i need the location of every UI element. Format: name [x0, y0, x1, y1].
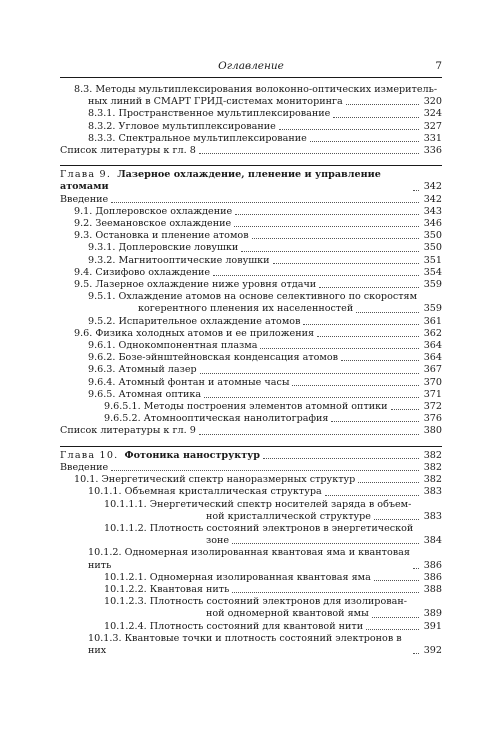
leader-dots	[232, 543, 419, 544]
toc-entry-text: 9.5.1. Охлаждение атомов на основе селективного по скоростям	[88, 291, 418, 303]
toc-entry[interactable]	[60, 206, 442, 218]
toc-entry-text: 9.6.5.2. Атомнооптическая нанолитография	[104, 413, 329, 425]
leader-dots	[260, 348, 419, 349]
toc-page-number: 391	[423, 620, 442, 632]
toc-page-number: 361	[423, 315, 442, 327]
toc-entry[interactable]	[60, 486, 442, 498]
leader-dots	[374, 580, 419, 581]
toc-page-number: 350	[423, 242, 442, 254]
toc-page-number: 380	[423, 425, 442, 437]
toc-entry-text: 10.1. Энергетический спектр наноразмерных структур	[74, 474, 356, 486]
toc-entry-text: 10.1.1. Объемная кристаллическая структура	[88, 486, 322, 498]
toc-entry-text: Список литературы к гл. 9	[60, 425, 196, 437]
toc-page-number: 384	[423, 535, 442, 547]
toc-page-number: 372	[423, 401, 442, 413]
table-of-contents	[60, 84, 442, 657]
toc-page-number: 342	[423, 181, 442, 193]
toc-entry[interactable]	[60, 242, 442, 254]
toc-entry-text: ной одномерной квантовой ямы	[206, 608, 369, 620]
toc-page-number: 370	[423, 376, 442, 388]
toc-entry-text: ных линий в СМАРТ ГРИД-системах мониторинга	[88, 96, 343, 108]
leader-dots	[204, 397, 419, 398]
leader-dots	[325, 495, 419, 496]
leader-dots	[273, 263, 419, 264]
toc-entry[interactable]	[60, 596, 442, 620]
toc-entry-text: 9.6.2. Бозе-эйнштейновская конденсация атомов	[88, 352, 339, 364]
toc-entry-text: 9.5.2. Испарительное охлаждение атомов	[88, 315, 301, 327]
leader-dots	[413, 190, 419, 191]
toc-entry[interactable]	[60, 364, 442, 376]
leader-dots	[292, 385, 419, 386]
toc-entry[interactable]	[60, 316, 442, 328]
toc-entry[interactable]	[60, 121, 442, 133]
chapter-title: Лазерное охлаждение, пленение и управление атомами	[60, 169, 381, 193]
toc-page-number: 382	[423, 474, 442, 486]
toc-page-number: 364	[423, 352, 442, 364]
leader-dots	[199, 153, 419, 154]
toc-entry[interactable]	[60, 194, 442, 206]
leader-dots	[391, 409, 419, 410]
toc-entry[interactable]	[60, 340, 442, 352]
leader-dots	[356, 312, 419, 313]
toc-entry-text: 10.1.2.3. Плотность состояний электронов для изолирован-	[104, 596, 407, 608]
toc-page-number: 383	[423, 486, 442, 498]
toc-entry-text: зоне	[206, 535, 230, 547]
leader-dots	[213, 275, 419, 276]
toc-page-number: 331	[423, 132, 442, 144]
toc-page-number: 386	[423, 571, 442, 583]
toc-page-number: 386	[423, 559, 442, 571]
leader-dots	[235, 214, 419, 215]
toc-entry-text: 10.1.2.2. Квантовая нить	[104, 583, 230, 595]
chapter-number: Глава 10.	[60, 449, 119, 461]
toc-page-number: 351	[423, 254, 442, 266]
leader-dots	[413, 568, 419, 569]
toc-entry[interactable]	[60, 584, 442, 596]
toc-entry-text: 9.4. Сизифово охлаждение	[74, 266, 211, 278]
toc-entry-text: 9.3. Остановка и пленение атомов	[74, 230, 249, 242]
leader-dots	[346, 104, 419, 105]
leader-dots	[200, 373, 419, 374]
running-header	[60, 60, 442, 76]
toc-entry-text: Список литературы к гл. 8	[60, 145, 196, 157]
toc-entry-text: 10.1.2.1. Одномерная изолированная квантовая яма	[104, 571, 371, 583]
toc-entry[interactable]	[60, 352, 442, 364]
header-rule	[60, 77, 442, 78]
leader-dots	[358, 482, 419, 483]
toc-page-number: 362	[423, 327, 442, 339]
toc-page-number: 382	[423, 449, 442, 461]
toc-entry-text: 8.3.3. Спектральное мультиплексирование	[88, 132, 307, 144]
leader-dots	[317, 336, 419, 337]
toc-page-number: 320	[423, 96, 442, 108]
toc-entry[interactable]	[60, 230, 442, 242]
toc-entry-text: 9.6.4. Атомный фонтан и атомные часы	[88, 376, 290, 388]
toc-page-number: 359	[423, 303, 442, 315]
leader-dots	[372, 617, 419, 618]
toc-entry[interactable]	[60, 218, 442, 230]
toc-entry-text: 9.6. Физика холодных атомов и ее приложения	[74, 327, 315, 339]
toc-page-number: 342	[423, 193, 442, 205]
leader-dots	[241, 251, 419, 252]
header-title: Оглавление	[218, 60, 284, 72]
toc-entry[interactable]	[60, 255, 442, 267]
toc-entry[interactable]	[60, 145, 442, 157]
toc-entry[interactable]	[60, 279, 442, 291]
toc-entry[interactable]	[60, 133, 442, 145]
toc-page-number: 392	[423, 644, 442, 656]
toc-page-number: 327	[423, 120, 442, 132]
toc-entry[interactable]	[60, 572, 442, 584]
toc-entry-text: 10.1.3. Квантовые точки и плотность состояний электронов в них	[88, 632, 402, 656]
toc-entry[interactable]	[60, 462, 442, 474]
toc-entry-text: когерентного пленения их населенностей	[138, 303, 354, 315]
toc-entry-text: 9.2. Зеемановское охлаждение	[74, 218, 232, 230]
toc-entry-text: 10.1.2. Одномерная изолированная квантовая яма и квантовая нить	[88, 547, 410, 571]
toc-chapter-heading[interactable]	[60, 165, 442, 193]
leader-dots	[341, 360, 419, 361]
toc-entry-text: ной кристаллической структуре	[206, 510, 371, 522]
toc-page-number: 367	[423, 364, 442, 376]
toc-entry-text: 9.6.5. Атомная оптика	[88, 388, 202, 400]
toc-entry-text: 9.3.1. Доплеровские ловушки	[88, 242, 239, 254]
toc-entry-text: 8.3. Методы мультиплексирования волоконно-оптических измеритель-	[74, 84, 438, 95]
chapter-title: Фотоника наноструктур	[124, 449, 260, 461]
leader-dots	[279, 129, 419, 130]
toc-entry[interactable]	[60, 401, 442, 413]
toc-chapter-heading[interactable]	[60, 446, 442, 462]
toc-page-number: 389	[423, 608, 442, 620]
toc-entry[interactable]	[60, 621, 442, 633]
toc-entry[interactable]	[60, 413, 442, 425]
toc-entry-text: 8.3.2. Угловое мультиплексирование	[88, 120, 276, 132]
toc-page-number: 343	[423, 205, 442, 217]
toc-entry[interactable]	[60, 84, 442, 108]
leader-dots	[331, 421, 419, 422]
toc-entry-text: 10.1.1.1. Энергетический спектр носителей заряда в объем-	[104, 498, 412, 510]
leader-dots	[319, 287, 419, 288]
toc-entry[interactable]	[60, 267, 442, 279]
leader-dots	[111, 470, 419, 471]
leader-dots	[232, 592, 419, 593]
toc-entry-text: 9.3.2. Магнитооптические ловушки	[88, 254, 270, 266]
toc-entry-text: Введение	[60, 461, 109, 473]
toc-entry-text: 9.5. Лазерное охлаждение ниже уровня отдачи	[74, 279, 317, 291]
toc-entry[interactable]	[60, 328, 442, 340]
leader-dots	[234, 226, 419, 227]
toc-page-number: 346	[423, 218, 442, 230]
leader-dots	[366, 629, 419, 630]
toc-entry[interactable]	[60, 389, 442, 401]
toc-page-number: 388	[423, 583, 442, 595]
chapter-number: Глава 9.	[60, 169, 112, 181]
leader-dots	[413, 653, 419, 654]
toc-page-number: 376	[423, 413, 442, 425]
toc-entry-text: 9.6.1. Однокомпонентная плазма	[88, 340, 258, 352]
toc-page-number: 359	[423, 279, 442, 291]
toc-entry[interactable]	[60, 474, 442, 486]
toc-entry-text: 10.1.1.2. Плотность состояний электронов в энергетической	[104, 522, 414, 534]
toc-entry[interactable]	[60, 523, 442, 547]
leader-dots	[310, 141, 419, 142]
toc-entry-text: 8.3.1. Пространственное мультиплексирование	[88, 108, 331, 120]
header-page-number: 7	[435, 60, 442, 72]
leader-dots	[199, 434, 419, 435]
toc-entry-text: 9.6.5.1. Методы построения элементов атомной оптики	[104, 401, 388, 413]
leader-dots	[333, 117, 419, 118]
toc-entry-text: 10.1.2.4. Плотность состояний для квантовой нити	[104, 620, 364, 632]
toc-entry[interactable]	[60, 425, 442, 437]
toc-entry[interactable]	[60, 108, 442, 120]
toc-entry[interactable]	[60, 633, 442, 657]
leader-dots	[303, 324, 419, 325]
toc-page-number: 371	[423, 388, 442, 400]
toc-entry-text: Введение	[60, 193, 109, 205]
toc-entry[interactable]	[60, 499, 442, 523]
leader-dots	[252, 238, 419, 239]
toc-page-number: 382	[423, 461, 442, 473]
toc-page-number: 383	[423, 510, 442, 522]
toc-page-number: 324	[423, 108, 442, 120]
leader-dots	[374, 519, 419, 520]
toc-entry-text: 9.1. Доплеровское охлаждение	[74, 205, 233, 217]
toc-page-number: 336	[423, 145, 442, 157]
toc-page-number: 350	[423, 230, 442, 242]
toc-page-number: 364	[423, 340, 442, 352]
toc-page-number: 354	[423, 266, 442, 278]
toc-entry[interactable]	[60, 291, 442, 315]
leader-dots	[263, 458, 419, 459]
toc-entry-text: 9.6.3. Атомный лазер	[88, 364, 197, 376]
toc-entry[interactable]	[60, 547, 442, 571]
toc-entry[interactable]	[60, 377, 442, 389]
leader-dots	[111, 202, 419, 203]
